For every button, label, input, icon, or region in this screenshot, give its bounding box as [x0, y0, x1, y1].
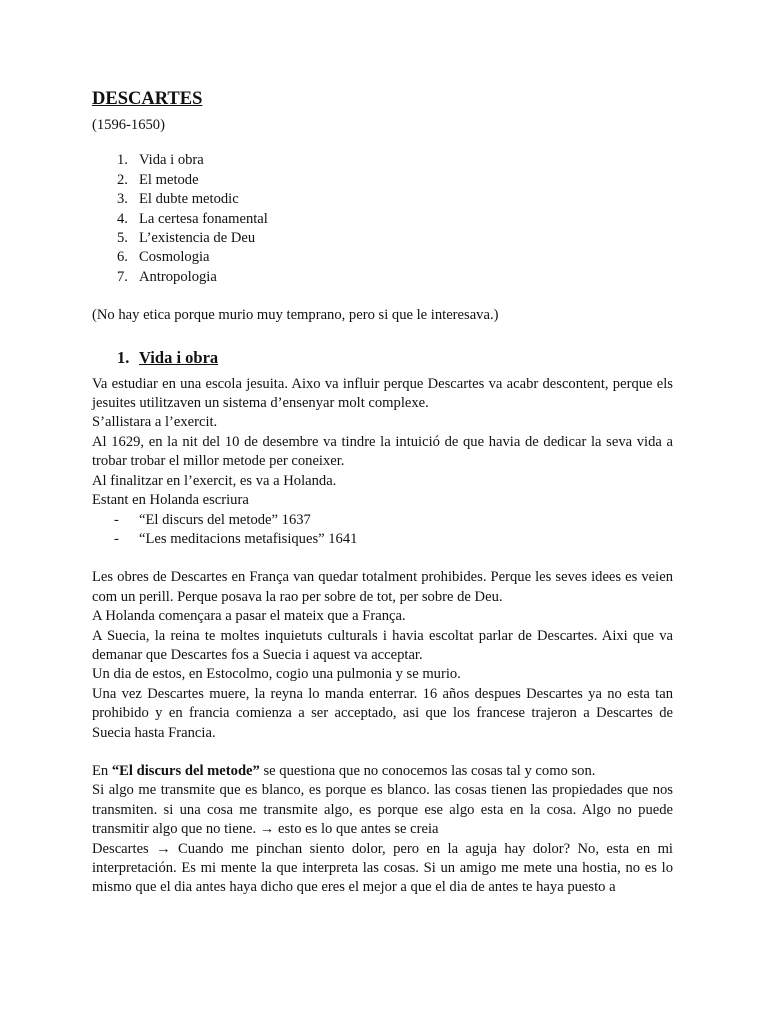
paragraph: Una vez Descartes muere, la reyna lo manda enterrar. 16 años despues Descartes ya no esta tan prohibido y en francia comienza a ser acceptado, asi que los francese trajeron a Descartes de Suecia hasta Francia. [92, 685, 673, 741]
toc-item [92, 151, 673, 170]
paragraph: Al 1629, en la nit del 10 de desembre va tindre la intuició de que havia de dedicar la seva vida a trobar trobar el millor metode per coneixer. [92, 433, 673, 470]
section-number: 1. [117, 347, 130, 367]
paragraph: Va estudiar en una escola jesuita. Aixo va influir perque Descartes va acabr descontent, perque els jesuites utilitzaven un sistema d’ensenyar molt complexe. [92, 375, 673, 412]
toc-item [92, 190, 673, 209]
paragraph-suffix: se questiona que no conocemos las cosas tal y como son. [259, 762, 596, 779]
paragraph: Descartes → Cuando me pinchan siento dolor, pero en la aguja hay dolor? No, esta en mi interpretación. Es mi mente la que interpreta las cosas. Si un amigo me mete una hostia, no es lo mismo que el dia antes haya dicho que eres el mejor a que el dia de antes te haya puesto a [92, 840, 673, 896]
toc-item-number: 6. [117, 249, 128, 266]
work-title: “Les meditacions metafisiques” 1641 [139, 530, 358, 547]
work-title: “El discurs del metode” 1637 [139, 511, 311, 528]
paragraph: Al finalitzar en l’exercit, es va a Holanda. [92, 472, 337, 489]
toc-item-number: 3. [117, 191, 128, 208]
ethics-note: (No hay etica porque murio muy temprano, pero si que le interesava.) [92, 307, 499, 324]
toc-item-label: El dubte metodic [139, 191, 239, 208]
paragraph: Si algo me transmite que es blanco, es porque es blanco. las cosas tienen las propiedades que nos transmiten. si una cosa me transmite algo, es porque ese algo esta en la cosa. Algo no puede transmitir algo que no tiene. → esto es lo que antes se creia [92, 782, 673, 838]
section-heading [92, 347, 673, 369]
toc-item-label: La certesa fonamental [139, 210, 268, 227]
life-years: (1596-1650) [92, 117, 165, 133]
toc-item [92, 229, 673, 248]
toc-item-number: 5. [117, 230, 128, 247]
toc-item-label: Antropologia [139, 268, 217, 285]
toc-item-label: Vida i obra [139, 152, 204, 169]
table-of-contents [92, 151, 673, 287]
paragraph: A Suecia, la reina te moltes inquietuts culturals i havia escoltat parlar de Descartes. Aixi que va demanar que Descartes fos a Suecia i aquest va acceptar. [92, 627, 673, 663]
toc-item [92, 210, 673, 229]
toc-item-number: 4. [117, 210, 128, 227]
toc-item [92, 171, 673, 190]
toc-item-number: 1. [117, 152, 128, 169]
paragraph-prefix: En [92, 762, 112, 779]
list-item [92, 530, 673, 549]
paragraph: A Holanda començara a pasar el mateix que a França. [92, 608, 406, 625]
paragraph: Un dia de estos, en Estocolmo, cogio una pulmonia y se murio. [92, 666, 461, 683]
toc-item-label: Cosmologia [139, 249, 210, 266]
toc-item-number: 7. [117, 268, 128, 285]
toc-item-label: L’existencia de Deu [139, 230, 256, 247]
paragraph: Estant en Holanda escriura [92, 492, 249, 509]
works-list [92, 511, 673, 550]
toc-item-number: 2. [117, 171, 128, 188]
paragraph [92, 762, 673, 781]
document-body [92, 88, 673, 898]
list-dash: - [114, 530, 119, 547]
page-title: DESCARTES [92, 89, 203, 109]
list-dash: - [114, 511, 119, 528]
paragraph: S’allistara a l’exercit. [92, 414, 218, 431]
toc-item [92, 248, 673, 267]
toc-item [92, 268, 673, 287]
section-title: Vida i obra [139, 347, 219, 367]
work-reference: “El discurs del metode” [111, 762, 260, 779]
toc-item-label: El metode [139, 171, 199, 188]
list-item [92, 511, 673, 530]
paragraph: Les obres de Descartes en França van quedar totalment prohibides. Perque les seves idees es veien com un perill. Perque posava la rao per sobre de tot, per sobre de Deu. [92, 569, 673, 605]
